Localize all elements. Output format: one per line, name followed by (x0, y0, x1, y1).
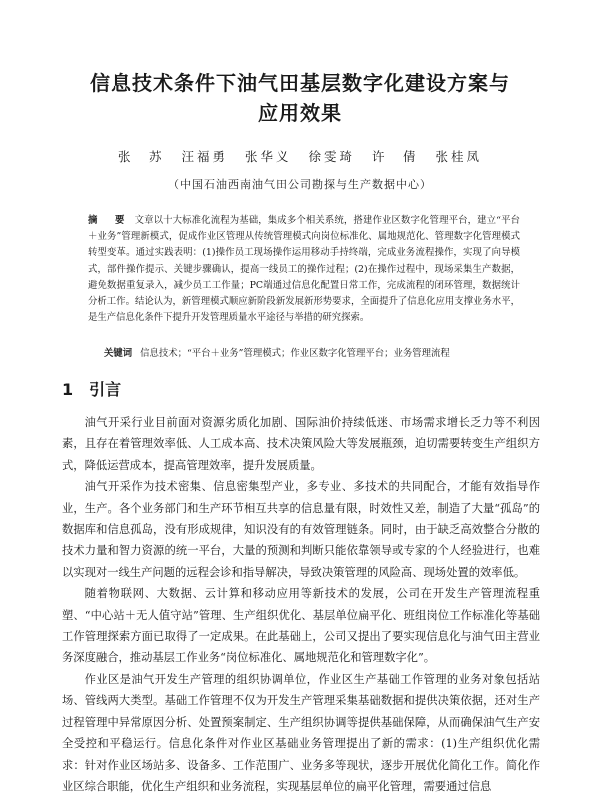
section-heading (62, 377, 121, 400)
keywords (104, 346, 520, 362)
author: 徐雯琦 (308, 149, 355, 164)
title-line-2: 应用效果 (258, 101, 342, 125)
author-list (60, 147, 540, 165)
author: 许 倩 (371, 149, 419, 164)
section-number: 1 (62, 380, 74, 399)
author: 张桂凤 (435, 149, 482, 164)
paragraph: 作业区是油气开发生产管理的组织协调单位，作业区生产基础工作管理的业务对象包括站场、管线两大类型。基础工作管理不仅为开发生产管理采集基础数据和提供决策依据，还对生产过程管理中异常原因分析、处置预案制定、生产组织协调等提供基础保障，从而确保油气生产安全受控和平稳运行。信息化条件对作业区基础业务管理提出了新的需求：(1)生产组织优化需求：针对作业区场站多、设备多、工作范围广、业务多等现状，逐步开展优化简化工作。简化作业区综合职能，优化生产组织和业务流程，实现基层单位的扁平化管理，需要通过信息 (62, 672, 540, 793)
abstract-label: 摘 要 (88, 215, 129, 226)
abstract (88, 213, 520, 326)
paragraph: 油气开采作为技术密集、信息密集型产业，多专业、多技术的共同配合，才能有效指导作业，生产。各个业务部门和生产环节相互共享的信息量有限，时效性又差，制造了大量“孤岛”的数据库和信息孤岛，没有形成规律，知识没有的有效管理链条。同时，由于缺乏高效整合分散的技术力量和智力资源的统一平台，大量的预测和判断只能依靠领导或专家的个人经验进行，也难以实现对一线生产问题的远程会诊和指导解决，导致决策管理的风险高、现场处置的效率低。 (62, 480, 540, 579)
author: 汪福勇 (181, 149, 228, 164)
paper-title (40, 68, 560, 128)
body-text (62, 412, 540, 797)
keywords-label: 关键词 (104, 348, 133, 359)
author: 张 苏 (117, 149, 165, 164)
section-title: 引言 (89, 380, 122, 399)
abstract-text: 文章以十大标准化流程为基础，集成多个相关系统，搭建作业区数字化管理平台，建立“平台＋业务”管理新模式，促成作业区管理从传统管理模式向岗位标准化、属地规范化、管理数字化管理模式转型变革。通过实践表明：(1)操作员工现场操作运用移动手持终端，完成业务流程操作，实现了向导模式，部件操作提示、关键步骤确认，提高一线员工的操作过程；(2)在操作过程中，现场采集生产数据，避免数据重复录入，减少员工工作量；PC端通过信息化配置日常工作，完成流程的闭环管理，数据统计分析工作。结论认为，新管理模式顺应新阶段新发展新形势要求，全面提升了信息化应用支撑业务水平，是生产信息化条件下提升开发管理质量水平途径与举措的研究探索。 (88, 215, 520, 324)
author: 张华义 (244, 149, 292, 164)
paragraph: 随着物联网、大数据、云计算和移动应用等新技术的发展，公司在开发生产管理流程重塑、“中心站＋无人值守站”管理、生产组织优化、基层单位扁平化、班组岗位工作标准化等基础工作管理探索方面已取得了一定成果。在此基础上，公司又提出了要实现信息化与油气田主营业务深度融合，推动基层工作业务“岗位标准化、属地规范化和管理数字化”。 (62, 587, 540, 665)
paragraph: 油气开采行业目前面对资源劣质化加剧、国际油价持续低迷、市场需求增长乏力等不利因素，且存在着管理效率低、人工成本高、技术决策风险大等发展瓶颈，迫切需要转变生产组织方式，降低运营成本，提高管理效率，提升发展质量。 (62, 416, 540, 472)
title-line-1: 信息技术条件下油气田基层数字化建设方案与 (90, 71, 510, 95)
keywords-text: 信息技术；“平台＋业务”管理模式；作业区数字化管理平台；业务管理流程 (140, 348, 450, 359)
affiliation: （中国石油西南油气田公司勘探与生产数据中心） (168, 178, 432, 191)
